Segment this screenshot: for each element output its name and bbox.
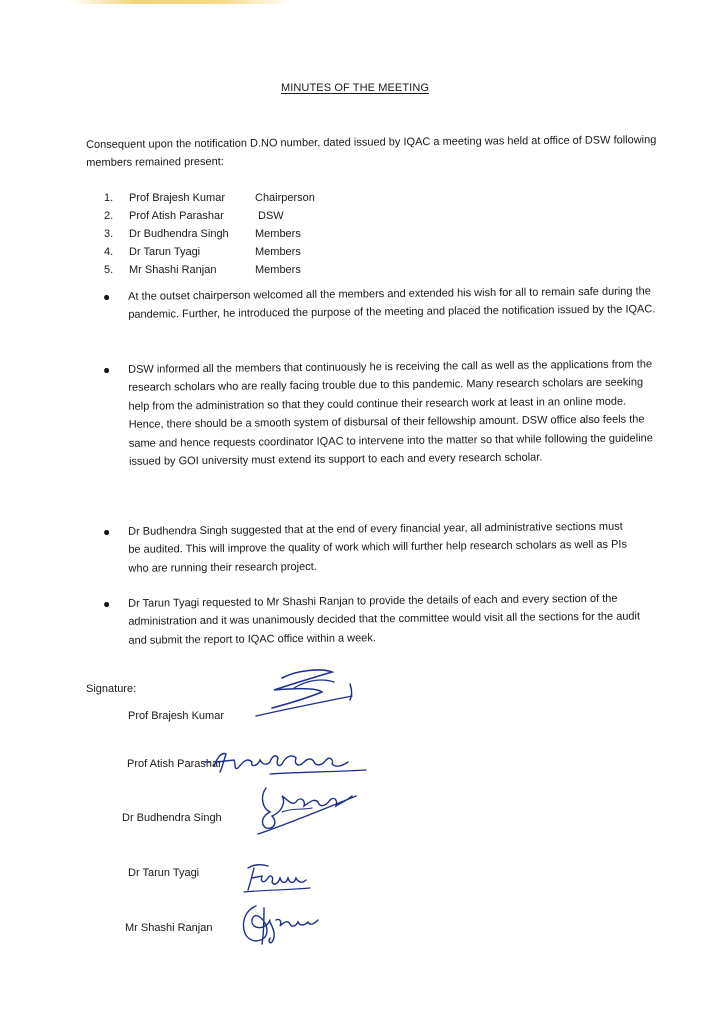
bullet-dot-icon	[104, 602, 109, 607]
member-item	[104, 189, 404, 207]
minutes-point	[110, 282, 665, 325]
member-role: DSW	[258, 210, 284, 222]
signature-atish-parashar	[200, 746, 370, 782]
member-name: Mr Shashi Ranjan	[129, 264, 217, 276]
member-name: Prof Atish Parashar	[129, 210, 224, 222]
member-role: Members	[255, 246, 301, 258]
member-name: Prof Brajesh Kumar	[129, 192, 225, 204]
signatory-name: Dr Budhendra Singh	[122, 812, 222, 824]
minutes-point-text: Dr Tarun Tyagi requested to Mr Shashi Ranjan to provide the details of each and every section of the administration and it was unanimously decided that the committee would visit all the sections for the audit and submit the report to IQAC office within a week.	[128, 592, 641, 647]
member-item	[104, 225, 404, 243]
bullet-dot-icon	[104, 368, 109, 373]
signatory-name: Prof Brajesh Kumar	[128, 710, 224, 722]
signature-budhendra-singh	[252, 782, 362, 840]
minutes-point	[110, 518, 631, 579]
signature-shashi-ranjan	[236, 900, 322, 948]
signatory-name-text: Prof Atish Parashar	[127, 758, 222, 770]
member-name: Dr Budhendra Singh	[129, 228, 229, 240]
member-item	[104, 207, 404, 225]
document-title: MINUTES OF THE MEETING	[280, 82, 430, 94]
signatory-name: Mr Shashi Ranjan	[125, 922, 213, 934]
member-number: 1.	[104, 192, 114, 204]
member-item	[104, 243, 404, 261]
minutes-point-text: At the outset chairperson welcomed all the members and extended his wish for all to remain safe during the pandemic. Further, he introduced the purpose of the meeting and placed the notification issued by the IQAC.	[128, 285, 656, 322]
member-number: 5.	[104, 264, 114, 276]
member-item	[104, 261, 404, 279]
member-number: 3.	[104, 228, 114, 240]
member-number: 4.	[104, 246, 114, 258]
minutes-point	[110, 355, 661, 471]
minutes-point-text: DSW informed all the members that continuously he is receiving the call as well as the applications from the research scholars who are really facing trouble due to this pandemic. Many research scholars are seeking help from the administration so that they could continue their research work at least in an online mode. Hence, there should be a smooth system of disbursal of their fellowship amount. DSW office also feels the same and hence requests coordinator IQAC to intervene into the matter so that while following the guideline issued by GOI university must extend its support to each and every research scholar.	[128, 358, 653, 468]
minutes-point	[110, 589, 646, 650]
member-role: Members	[255, 264, 301, 276]
member-role: Members	[255, 228, 301, 240]
bullet-dot-icon	[104, 530, 109, 535]
signature-brajesh-kumar	[252, 666, 362, 726]
signature-tarun-tyagi	[240, 860, 320, 896]
members-list	[104, 189, 404, 279]
intro-paragraph: Consequent upon the notification D.NO number, dated issued by IQAC a meeting was held at office of DSW following members remained present:	[86, 134, 657, 169]
scan-edge-mark	[70, 0, 290, 4]
minutes-point-text: Dr Budhendra Singh suggested that at the end of every financial year, all administrative sections must be audited. This will improve the quality of work which will further help research scholars as well as PIs who are running their research project.	[128, 520, 628, 575]
signatory-name: Dr Tarun Tyagi	[128, 867, 200, 879]
member-name: Dr Tarun Tyagi	[129, 246, 201, 258]
member-role: Chairperson	[255, 192, 315, 204]
bullet-dot-icon	[104, 295, 109, 300]
member-number: 2.	[104, 210, 114, 222]
signature-heading: Signature:	[86, 683, 137, 695]
